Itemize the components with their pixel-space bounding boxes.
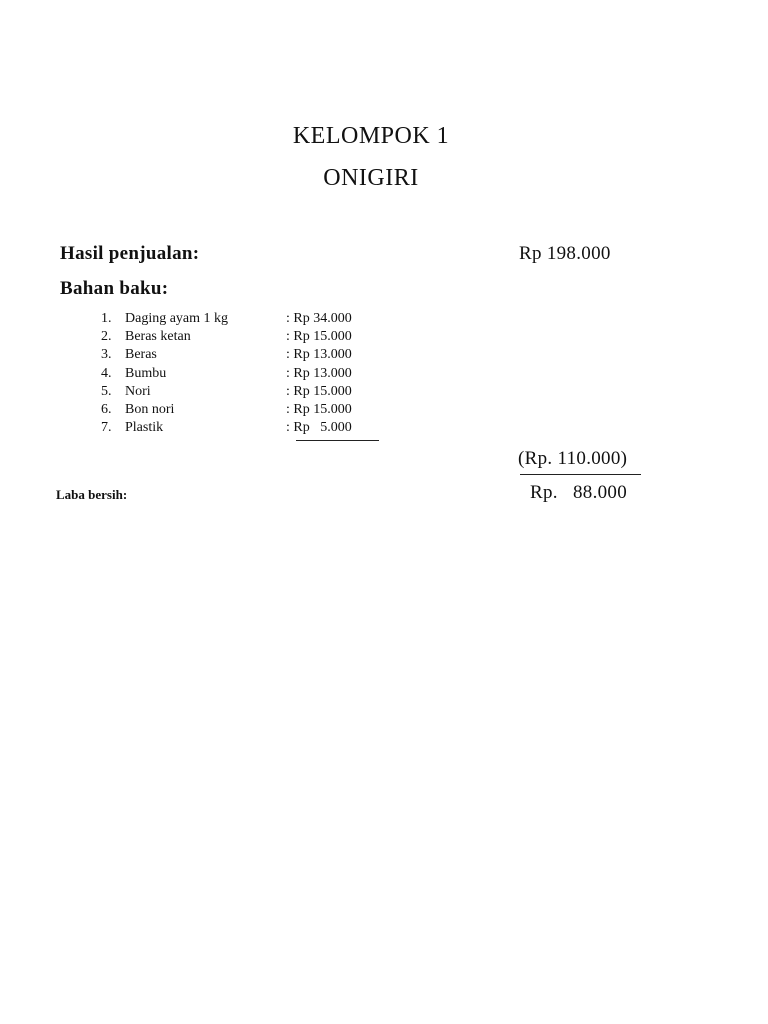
total-cost-value: (Rp. 110.000) xyxy=(518,448,628,469)
item-number: 7. xyxy=(101,420,112,436)
sales-label: Hasil penjualan: xyxy=(60,243,200,264)
item-name: Daging ayam 1 kg xyxy=(125,311,229,326)
net-profit-label: Laba bersih: xyxy=(56,487,128,502)
item-price: : Rp 15.000 xyxy=(286,401,352,417)
item-number: 2. xyxy=(101,329,112,345)
item-name: Bumbu xyxy=(125,365,167,381)
item-name: Nori xyxy=(125,383,151,399)
sales-value: Rp 198.000 xyxy=(519,243,611,264)
item-price: : Rp 15.000 xyxy=(286,383,352,399)
item-number: 5. xyxy=(101,383,112,399)
item-number: 6. xyxy=(101,401,112,417)
item-number: 3. xyxy=(101,347,112,363)
item-price: : Rp 34.000 xyxy=(286,311,352,326)
page-title: KELOMPOK 1 xyxy=(292,123,450,149)
materials-label: Bahan baku: xyxy=(60,278,169,299)
item-price: : Rp 5.000 xyxy=(286,420,352,436)
item-price: : Rp 15.000 xyxy=(286,329,352,345)
net-profit-value: Rp. 88.000 xyxy=(530,482,628,503)
item-name: Plastik xyxy=(125,420,164,436)
item-number: 4. xyxy=(101,365,112,381)
total-divider xyxy=(520,474,641,475)
item-number: 1. xyxy=(101,311,112,326)
item-name: Beras xyxy=(125,347,157,363)
item-name: Beras ketan xyxy=(125,329,191,345)
sum-divider xyxy=(296,440,379,441)
item-price: : Rp 13.000 xyxy=(286,365,352,381)
item-price: : Rp 13.000 xyxy=(286,347,352,363)
page-subtitle: ONIGIRI xyxy=(323,165,419,191)
item-name: Bon nori xyxy=(125,401,175,417)
